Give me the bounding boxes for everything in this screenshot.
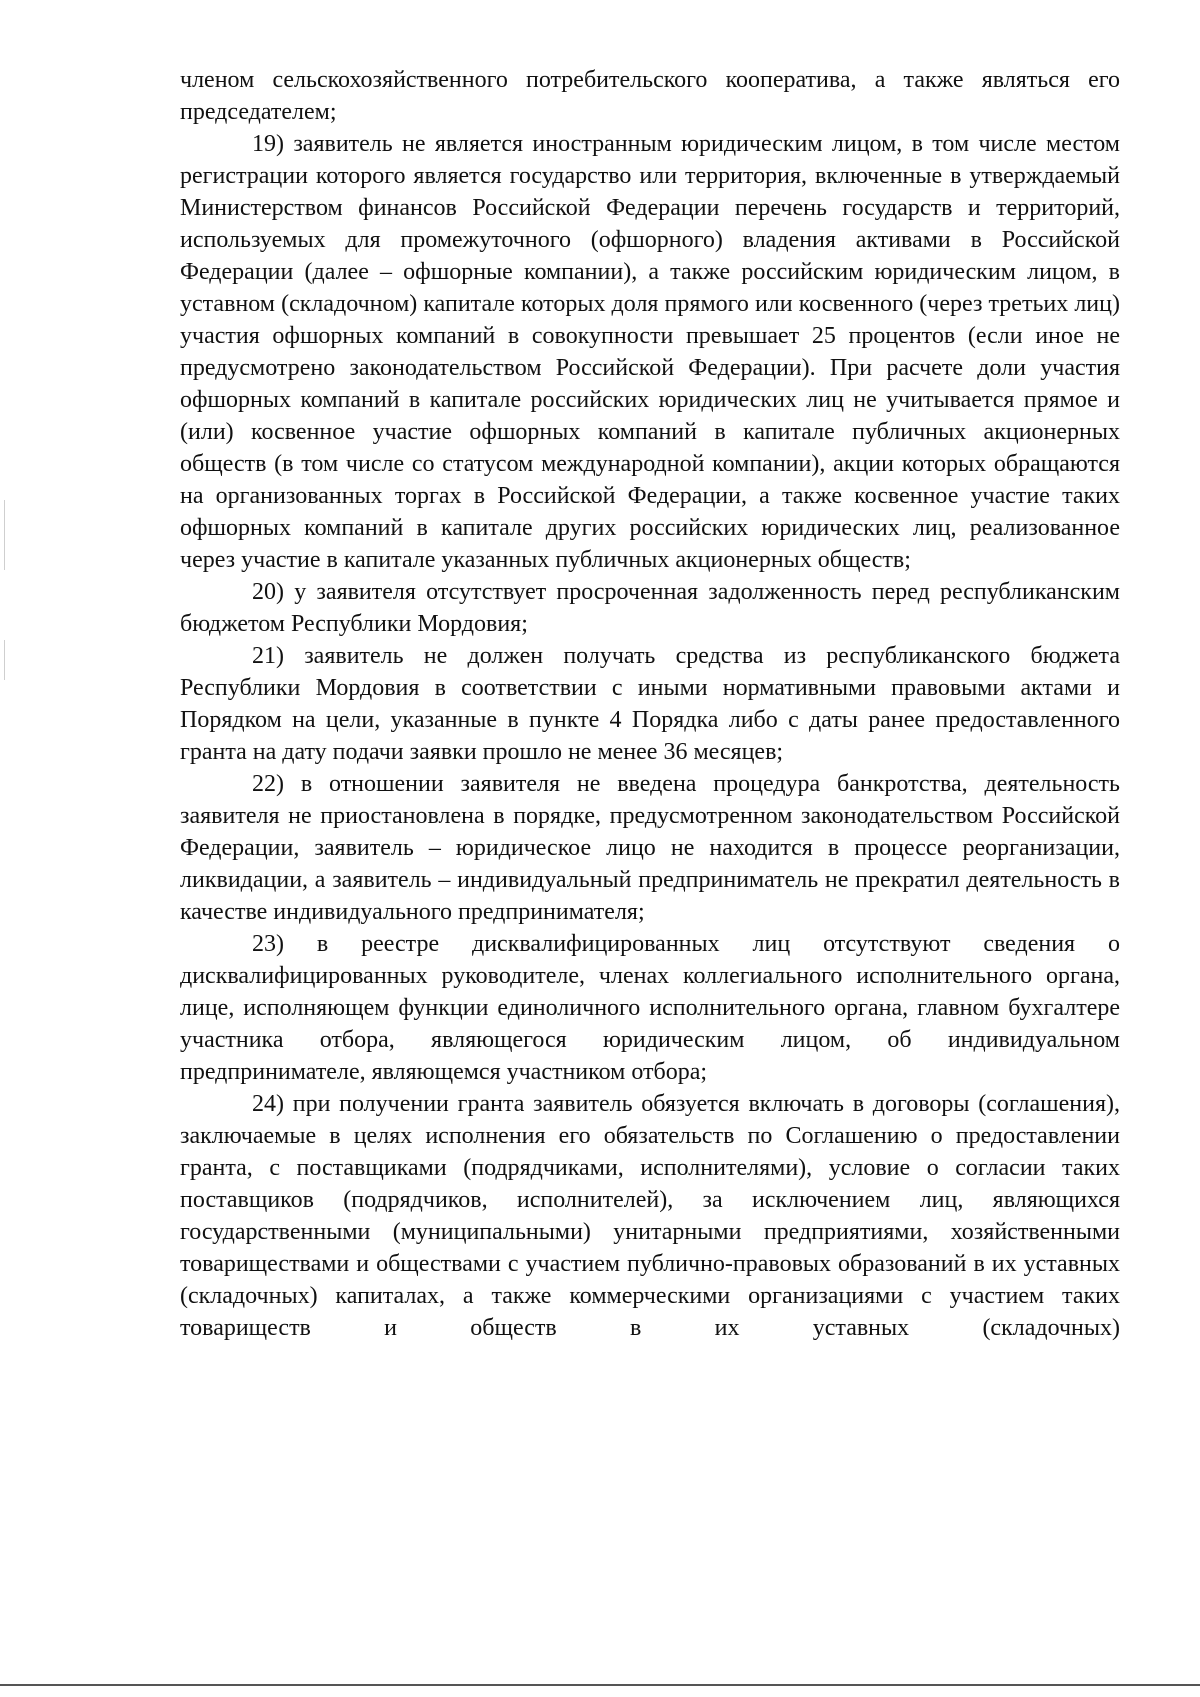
page-bottom-edge [0, 1684, 1200, 1686]
paragraph-item-24: 24) при получении гранта заявитель обязуется включать в договоры (соглашения), заключаемые в целях исполнения его обязательств по Соглашению о предоставлении гранта, с поставщиками (подрядчиками, исполнителями), условие о согласии таких поставщиков (подрядчиков, исполнителей), за исключением лиц, являющихся государственными (муниципальными) унитарными предприятиями, хозяйственными товариществами и обществами с участием публично-правовых образований в их уставных (складочных) капиталах, а также коммерческими организациями с участием таких товариществ и обществ в их уставных (складочных) [180, 1091, 1120, 1341]
scan-margin-mark [4, 640, 5, 680]
paragraph-continuation: членом сельскохозяйственного потребительского кооператива, а также являться его председателем; [180, 67, 1120, 125]
document-body [180, 64, 1120, 1344]
paragraph-item-21: 21) заявитель не должен получать средства из республиканского бюджета Республики Мордовия в соответствии с иными нормативными правовыми актами и Порядком на цели, указанные в пункте 4 Порядка либо с даты ранее предоставленного гранта на дату подачи заявки прошло не менее 36 месяцев; [180, 643, 1120, 765]
paragraph-item-23: 23) в реестре дисквалифицированных лиц отсутствуют сведения о дисквалифицированных руководителе, членах коллегиального исполнительного органа, лице, исполняющем функции единоличного исполнительного органа, главном бухгалтере участника отбора, являющегося юридическим лицом, об индивидуальном предпринимателе, являющемся участником отбора; [180, 931, 1120, 1085]
paragraph-item-22: 22) в отношении заявителя не введена процедура банкротства, деятельность заявителя не приостановлена в порядке, предусмотренном законодательством Российской Федерации, заявитель – юридическое лицо не находится в процессе реорганизации, ликвидации, а заявитель – индивидуальный предприниматель не прекратил деятельность в качестве индивидуального предпринимателя; [180, 771, 1120, 925]
paragraph-item-20: 20) у заявителя отсутствует просроченная задолженность перед республиканским бюджетом Республики Мордовия; [180, 579, 1120, 637]
paragraph-item-19: 19) заявитель не является иностранным юридическим лицом, в том числе местом регистрации которого является государство или территория, включенные в утверждаемый Министерством финансов Российской Федерации перечень государств и территорий, используемых для промежуточного (офшорного) владения активами в Российской Федерации (далее – офшорные компании), а также российским юридическим лицом, в уставном (складочном) капитале которых доля прямого или косвенного (через третьих лиц) участия офшорных компаний в совокупности превышает 25 процентов (если иное не предусмотрено законодательством Российской Федерации). При расчете доли участия офшорных компаний в капитале российских юридических лиц не учитывается прямое и (или) косвенное участие офшорных компаний в капитале публичных акционерных обществ (в том числе со статусом международной компании), акции которых обращаются на организованных торгах в Российской Федерации, а также косвенное участие таких офшорных компаний в капитале других российских юридических лиц, реализованное через участие в капитале указанных публичных акционерных обществ; [180, 131, 1120, 573]
scan-margin-mark [4, 500, 5, 570]
